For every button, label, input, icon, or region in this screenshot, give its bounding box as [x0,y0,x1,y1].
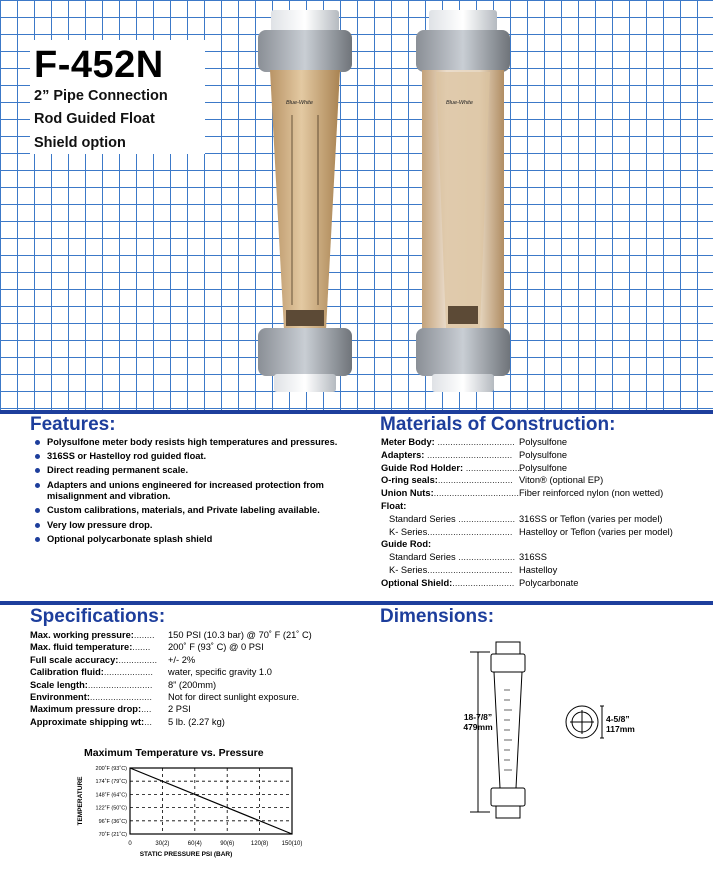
material-label: Optional Shield: [381,577,453,588]
material-dots: ................................. [433,488,519,499]
material-dots: ................................. [424,449,513,460]
spec-row [30,642,370,654]
specifications-heading: Specifications: [30,606,166,627]
chart-y-tick-label: 122˚F (50˚C) [95,805,127,812]
dimension-width-mm: 117mm [606,724,635,734]
chart-x-tick-label: 30(2) [155,841,170,847]
features-heading: Features: [30,414,116,435]
chart-y-tick-label: 96˚F (36˚C) [98,818,127,825]
material-value: Polycarbonate [519,577,579,588]
spec-value: 200˚ F (93˚ C) @ 0 PSI [168,642,264,653]
materials-list [381,437,706,591]
chart-x-tick-label: 120(8) [250,841,269,847]
material-label: Union Nuts: [381,488,434,499]
spec-dots: ......................... [87,679,153,690]
material-label: K- Series [389,564,428,575]
chart-title: Maximum Temperature vs. Pressure [84,747,264,759]
spec-dots: .... [141,704,152,715]
material-row [381,578,706,591]
spec-value: 2 PSI [168,704,191,715]
spec-label: Max. working pressure: [30,630,134,640]
feature-item: Custom calibrations, materials, and Private labeling available. [34,505,364,517]
dimension-length [458,712,498,732]
flowmeter-image-shield [408,10,518,395]
material-row [381,475,706,488]
spec-value: Not for direct sunlight exposure. [168,691,300,702]
spec-row [30,692,370,704]
material-label: Guide Rod: [381,539,432,550]
chart-x-axis-label: STATIC PRESSURE PSI (BAR) [139,851,233,858]
material-dots: ...................... [455,513,516,524]
flowmeter-image-amber [250,10,360,395]
spec-row [30,630,370,642]
material-dots: ...................... [463,462,523,473]
spec-row [30,655,370,667]
dimension-length-mm: 479mm [463,722,493,732]
chart-y-tick-label: 200˚F (93˚C) [95,766,127,772]
dimension-width-in: 4-5/8” [606,714,630,724]
spec-label: Full scale accuracy: [30,654,119,665]
material-label: Adapters: [381,449,425,460]
material-dots: .............................. [434,437,515,447]
spec-value: 150 PSI (10.3 bar) @ 70˚ F (21˚ C) [168,630,312,640]
spec-row [30,704,370,716]
material-row [381,488,706,501]
material-label: Guide Rod Holder: [381,462,464,473]
material-label: Float: [381,500,407,511]
spec-dots: ................... [103,667,153,678]
material-row [381,437,706,450]
material-value: Polysulfone [519,437,568,447]
spec-row [30,667,370,679]
material-row [381,450,706,463]
spec-dots: ............... [118,654,158,665]
feature-item: Polysulfone meter body resists high temperatures and pressures. [34,437,364,449]
material-label: Standard Series [389,513,456,524]
dimension-width [606,714,635,734]
material-value: Hastelloy or Teflon (varies per model) [519,526,673,537]
spec-value: +/- 2% [168,654,196,665]
page-title: F-452N [34,44,164,86]
material-row [381,539,706,552]
spec-dots: ... [144,716,152,727]
material-label: K- Series [389,526,428,537]
spec-label: Calibration fluid: [30,667,104,678]
dimension-length-in: 18-7/8” [463,712,493,722]
spec-value: 8” (200mm) [168,679,217,690]
features-list [34,437,364,548]
chart-x-tick-label: 60(4) [187,841,202,847]
spec-dots: ........ [133,630,155,640]
spec-label: Approximate shipping wt: [30,716,145,727]
material-row [381,552,706,565]
chart-y-tick-label: 174˚F (79˚C) [95,779,127,786]
temperature-pressure-chart [60,760,320,870]
material-row [381,565,706,578]
spec-value: 5 lb. (2.27 kg) [168,716,225,727]
feature-item: Adapters and unions engineered for increased protection from misalignment and vibration. [34,480,364,503]
material-dots: ................................. [427,526,513,537]
chart-y-tick-label: 70˚F (21˚C) [98,832,127,838]
spec-label: Max. fluid temperature: [30,642,133,653]
dimensions-heading: Dimensions: [380,606,495,627]
material-value: Hastelloy [519,564,558,575]
spec-dots: ........................ [89,691,152,702]
spec-row [30,680,370,692]
material-row [381,463,706,476]
chart-y-tick-label: 148˚F (64˚C) [95,792,127,799]
material-dots: ...................... [455,552,516,563]
material-dots: ................................. [427,564,513,575]
material-row [381,501,706,514]
meter-brand-label-1: Blue-White [286,100,313,106]
material-value: Viton® (optional EP) [519,475,604,486]
material-value: 316SS [519,552,547,563]
feature-item: Optional polycarbonate splash shield [34,534,364,546]
spec-label: Maximum pressure drop: [30,704,142,715]
subtitle-shield: Shield option [34,135,126,151]
feature-item: Very low pressure drop. [34,520,364,532]
spec-row [30,717,370,729]
subtitle-pipe-connection: 2” Pipe Connection [34,88,168,104]
meter-brand-label-2: Blue-White [446,100,473,106]
spec-value: water, specific gravity 1.0 [168,667,272,678]
material-label: Standard Series [389,552,456,563]
material-label: Meter Body: [381,437,435,447]
section-divider-2 [0,601,713,605]
material-value: Polysulfone [519,449,568,460]
material-label: O-ring seals: [381,475,438,486]
material-row [381,527,706,540]
material-value: 316SS or Teflon (varies per model) [519,513,663,524]
material-value: Fiber reinforced nylon (non wetted) [519,488,664,499]
feature-item: Direct reading permanent scale. [34,465,364,477]
material-dots: ............................. [437,475,513,486]
chart-y-axis-label: TEMPERATURE [77,776,84,826]
spec-label: Environment: [30,691,90,702]
spec-dots: ....... [132,642,151,653]
chart-x-tick-label: 0 [128,841,132,847]
feature-item: 316SS or Hastelloy rod guided float. [34,451,364,463]
subtitle-float: Rod Guided Float [34,111,155,127]
material-row [381,514,706,527]
chart-x-tick-label: 90(6) [220,841,235,847]
specifications-list [30,630,370,729]
materials-heading: Materials of Construction: [380,414,616,435]
spec-label: Scale length: [30,679,88,690]
chart-x-tick-label: 150(10) [281,841,303,847]
material-dots: ........................ [452,577,515,588]
material-value: Polysulfone [519,462,568,473]
